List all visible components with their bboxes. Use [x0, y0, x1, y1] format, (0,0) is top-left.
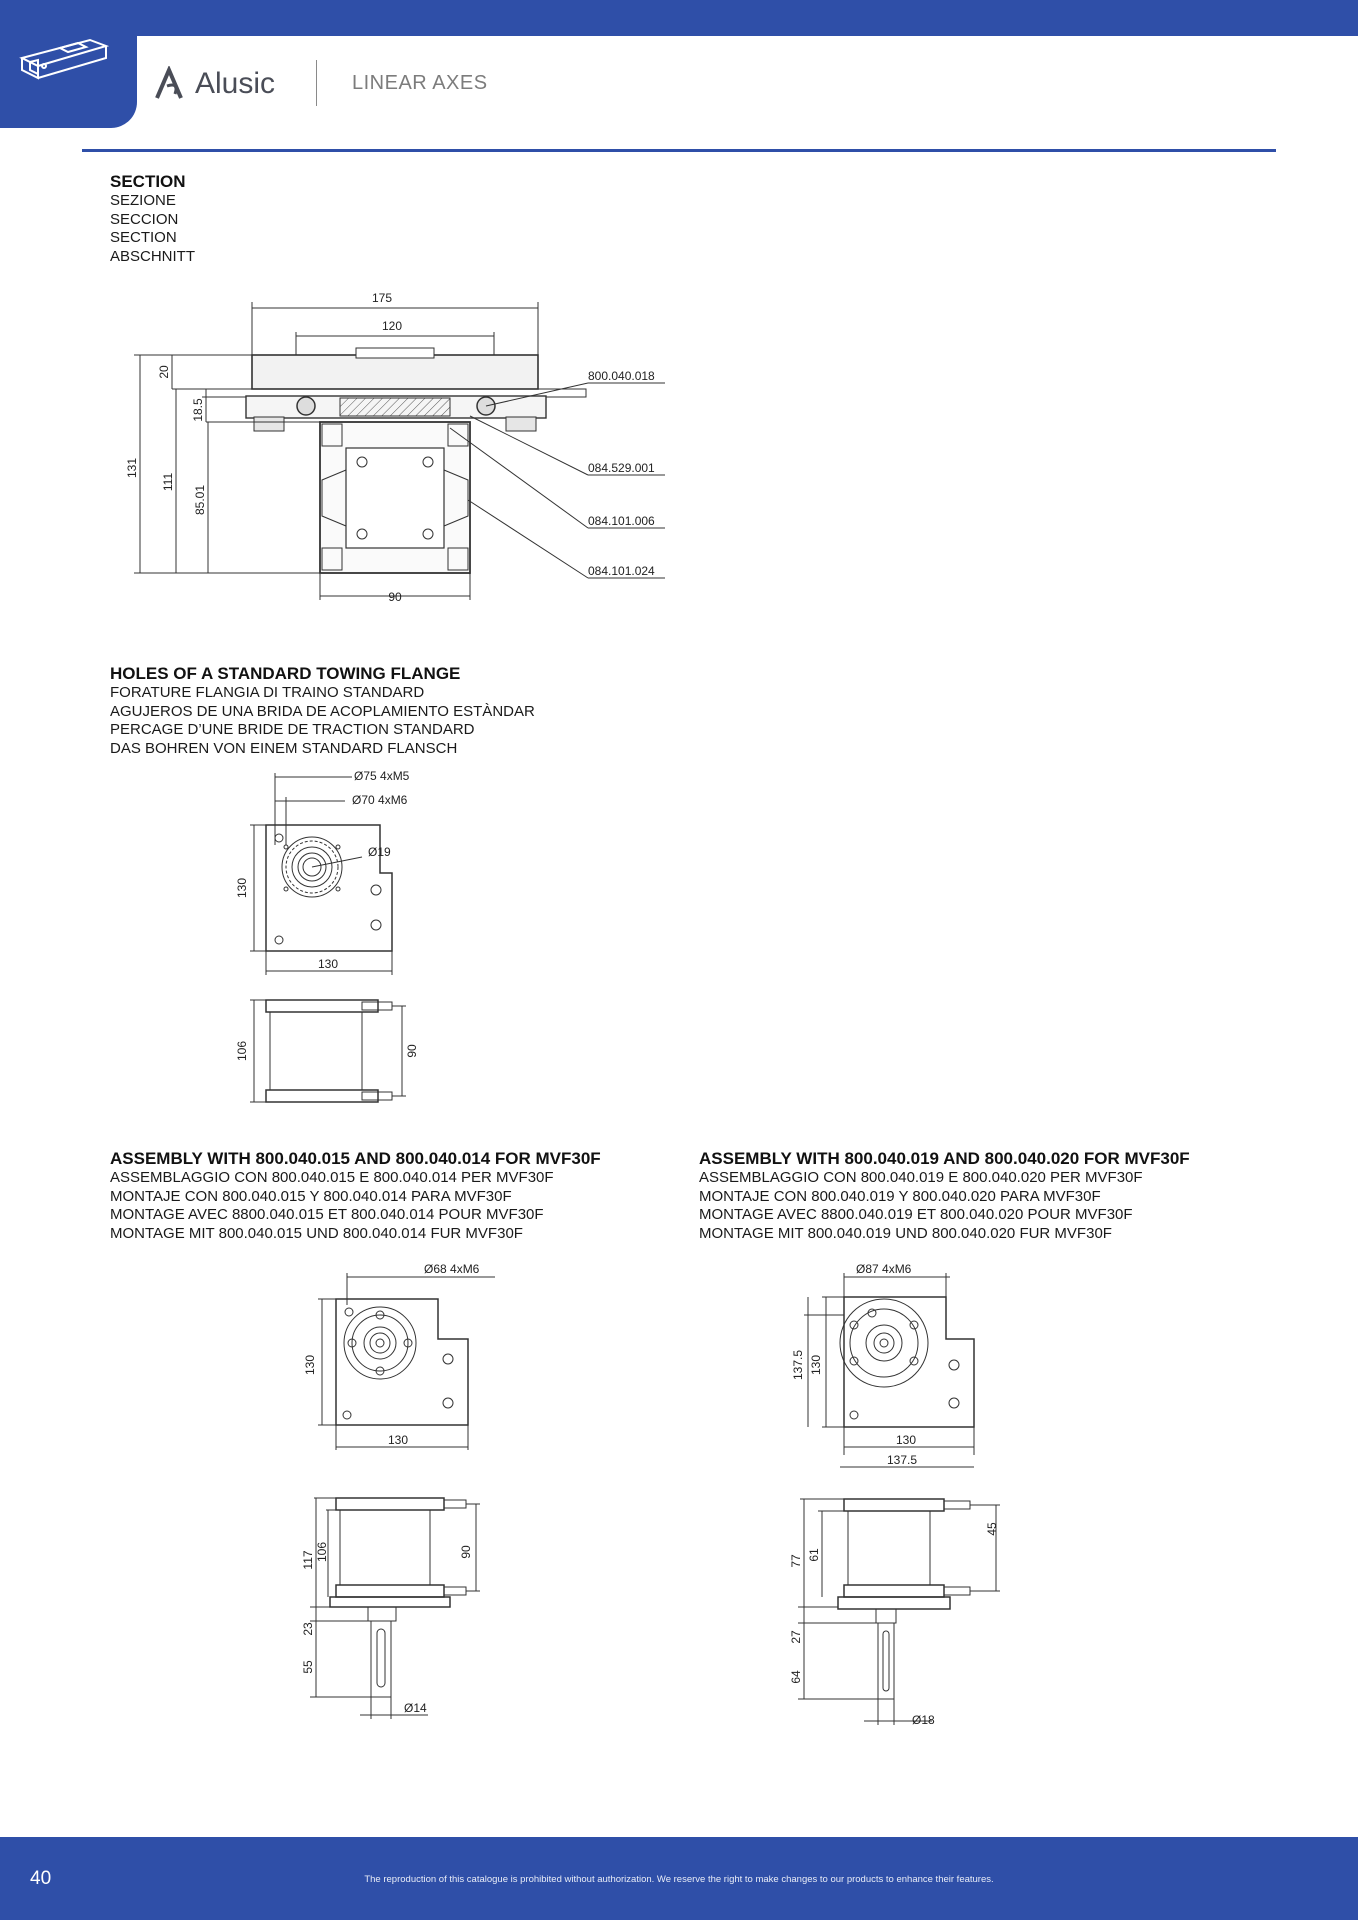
assembly2-drawing	[760, 1255, 1040, 1735]
assembly2-title: ASSEMBLY WITH 800.040.019 AND 800.040.020 FOR MVF30F	[699, 1149, 1190, 1168]
dim-137-5: 137.5	[791, 1349, 805, 1381]
dim-117: 117	[301, 1550, 315, 1570]
dim-85-01: 85.01	[193, 484, 207, 516]
holes-title: HOLES OF A STANDARD TOWING FLANGE	[110, 664, 461, 683]
dim-131: 131	[125, 457, 139, 479]
assembly2-heading	[699, 1149, 1190, 1243]
dim-111: 111	[161, 472, 175, 492]
dim-90: 90	[388, 590, 402, 604]
section-heading	[110, 172, 195, 266]
assembly2-translation: MONTAGE AVEC 8800.040.019 ET 800.040.020 POUR MVF30F	[699, 1206, 1133, 1223]
alusic-logo-icon	[153, 66, 187, 102]
dim-130: 130	[895, 1433, 917, 1447]
dim-77: 77	[789, 1554, 803, 1568]
dim-55: 55	[301, 1660, 315, 1674]
assembly2-translation: ASSEMBLAGGIO CON 800.040.019 E 800.040.020 PER MVF30F	[699, 1169, 1143, 1186]
header-divider	[316, 60, 317, 106]
dim-d19: Ø19	[368, 845, 391, 859]
assembly1-heading	[110, 1149, 601, 1243]
dim-d18: Ø18	[912, 1713, 935, 1727]
assembly1-translation: MONTAJE CON 800.040.015 Y 800.040.014 PARA MVF30F	[110, 1187, 512, 1205]
dim-64: 64	[789, 1670, 803, 1684]
dim-d75: Ø75 4xM5	[354, 769, 410, 783]
dim-d87: Ø87 4xM6	[856, 1262, 912, 1276]
brand-name: Alusic	[195, 67, 276, 100]
callout-label: 800.040.018	[588, 369, 655, 383]
dim-106: 106	[315, 1541, 329, 1563]
section-translation: SECCION	[110, 210, 179, 228]
dim-120: 120	[381, 319, 403, 333]
dim-106: 106	[235, 1040, 249, 1062]
section-title: SECTION	[110, 172, 186, 191]
callout-label: 084.529.001	[588, 461, 655, 475]
dim-23: 23	[301, 1622, 315, 1636]
assembly2-translation: MONTAJE CON 800.040.019 Y 800.040.020 PARA MVF30F	[699, 1187, 1101, 1205]
assembly1-translation: MONTAGE MIT 800.040.015 UND 800.040.014 FUR MVF30F	[110, 1224, 523, 1242]
header-rule	[82, 149, 1276, 152]
holes-translation: DAS BOHREN VON EINEM STANDARD FLANSCH	[110, 739, 458, 757]
assembly1-translation: ASSEMBLAGGIO CON 800.040.015 E 800.040.014 PER MVF30F	[110, 1169, 554, 1186]
dim-61: 61	[807, 1548, 821, 1562]
brand-logo[interactable]	[153, 62, 275, 106]
dim-90: 90	[405, 1044, 419, 1058]
assembly1-title: ASSEMBLY WITH 800.040.015 AND 800.040.014 FOR MVF30F	[110, 1149, 601, 1168]
assembly1-drawing	[280, 1255, 520, 1735]
callout-label: 084.101.024	[588, 564, 655, 578]
callout-label: 084.101.006	[588, 514, 655, 528]
linear-axis-icon	[0, 0, 137, 128]
dim-27: 27	[789, 1630, 803, 1644]
dim-175: 175	[371, 291, 393, 305]
page-number: 40	[30, 1868, 52, 1889]
dim-d68: Ø68 4xM6	[424, 1262, 480, 1276]
page-category: LINEAR AXES	[352, 72, 488, 94]
assembly2-translation: MONTAGE MIT 800.040.019 UND 800.040.020 FUR MVF30F	[699, 1224, 1112, 1242]
dim-20: 20	[157, 365, 171, 379]
dim-130: 130	[317, 957, 339, 971]
header-panel	[137, 36, 1358, 148]
dim-d14: Ø14	[404, 1701, 427, 1715]
holes-heading	[110, 664, 535, 758]
top-bar	[0, 0, 1358, 36]
dim-d70: Ø70 4xM6	[352, 793, 408, 807]
section-translation: ABSCHNITT	[110, 247, 196, 265]
section-translation: SEZIONE	[110, 192, 176, 209]
footer-disclaimer: The reproduction of this catalogue is prohibited without authorization. We reserve the right to make changes to our products to enhance their features.	[364, 1874, 994, 1885]
dim-130: 130	[809, 1354, 823, 1376]
holes-translation: AGUJEROS DE UNA BRIDA DE ACOPLAMIENTO ESTÀNDAR	[110, 702, 535, 720]
dim-45: 45	[985, 1522, 999, 1536]
dim-137-5: 137.5	[886, 1453, 918, 1467]
holes-translation: PERCAGE D’UNE BRIDE DE TRACTION STANDARD	[110, 721, 475, 738]
category-tab	[0, 0, 137, 128]
dim-18-5: 18.5	[191, 398, 205, 422]
dim-130: 130	[387, 1433, 409, 1447]
section-translation: SECTION	[110, 229, 177, 246]
assembly1-translation: MONTAGE AVEC 8800.040.015 ET 800.040.014 POUR MVF30F	[110, 1206, 544, 1223]
dim-130: 130	[235, 877, 249, 899]
dim-130: 130	[303, 1354, 317, 1376]
dim-90: 90	[459, 1545, 473, 1559]
holes-translation: FORATURE FLANGIA DI TRAINO STANDARD	[110, 684, 425, 701]
flange-holes-drawing	[220, 765, 440, 1110]
section-drawing	[110, 280, 690, 620]
